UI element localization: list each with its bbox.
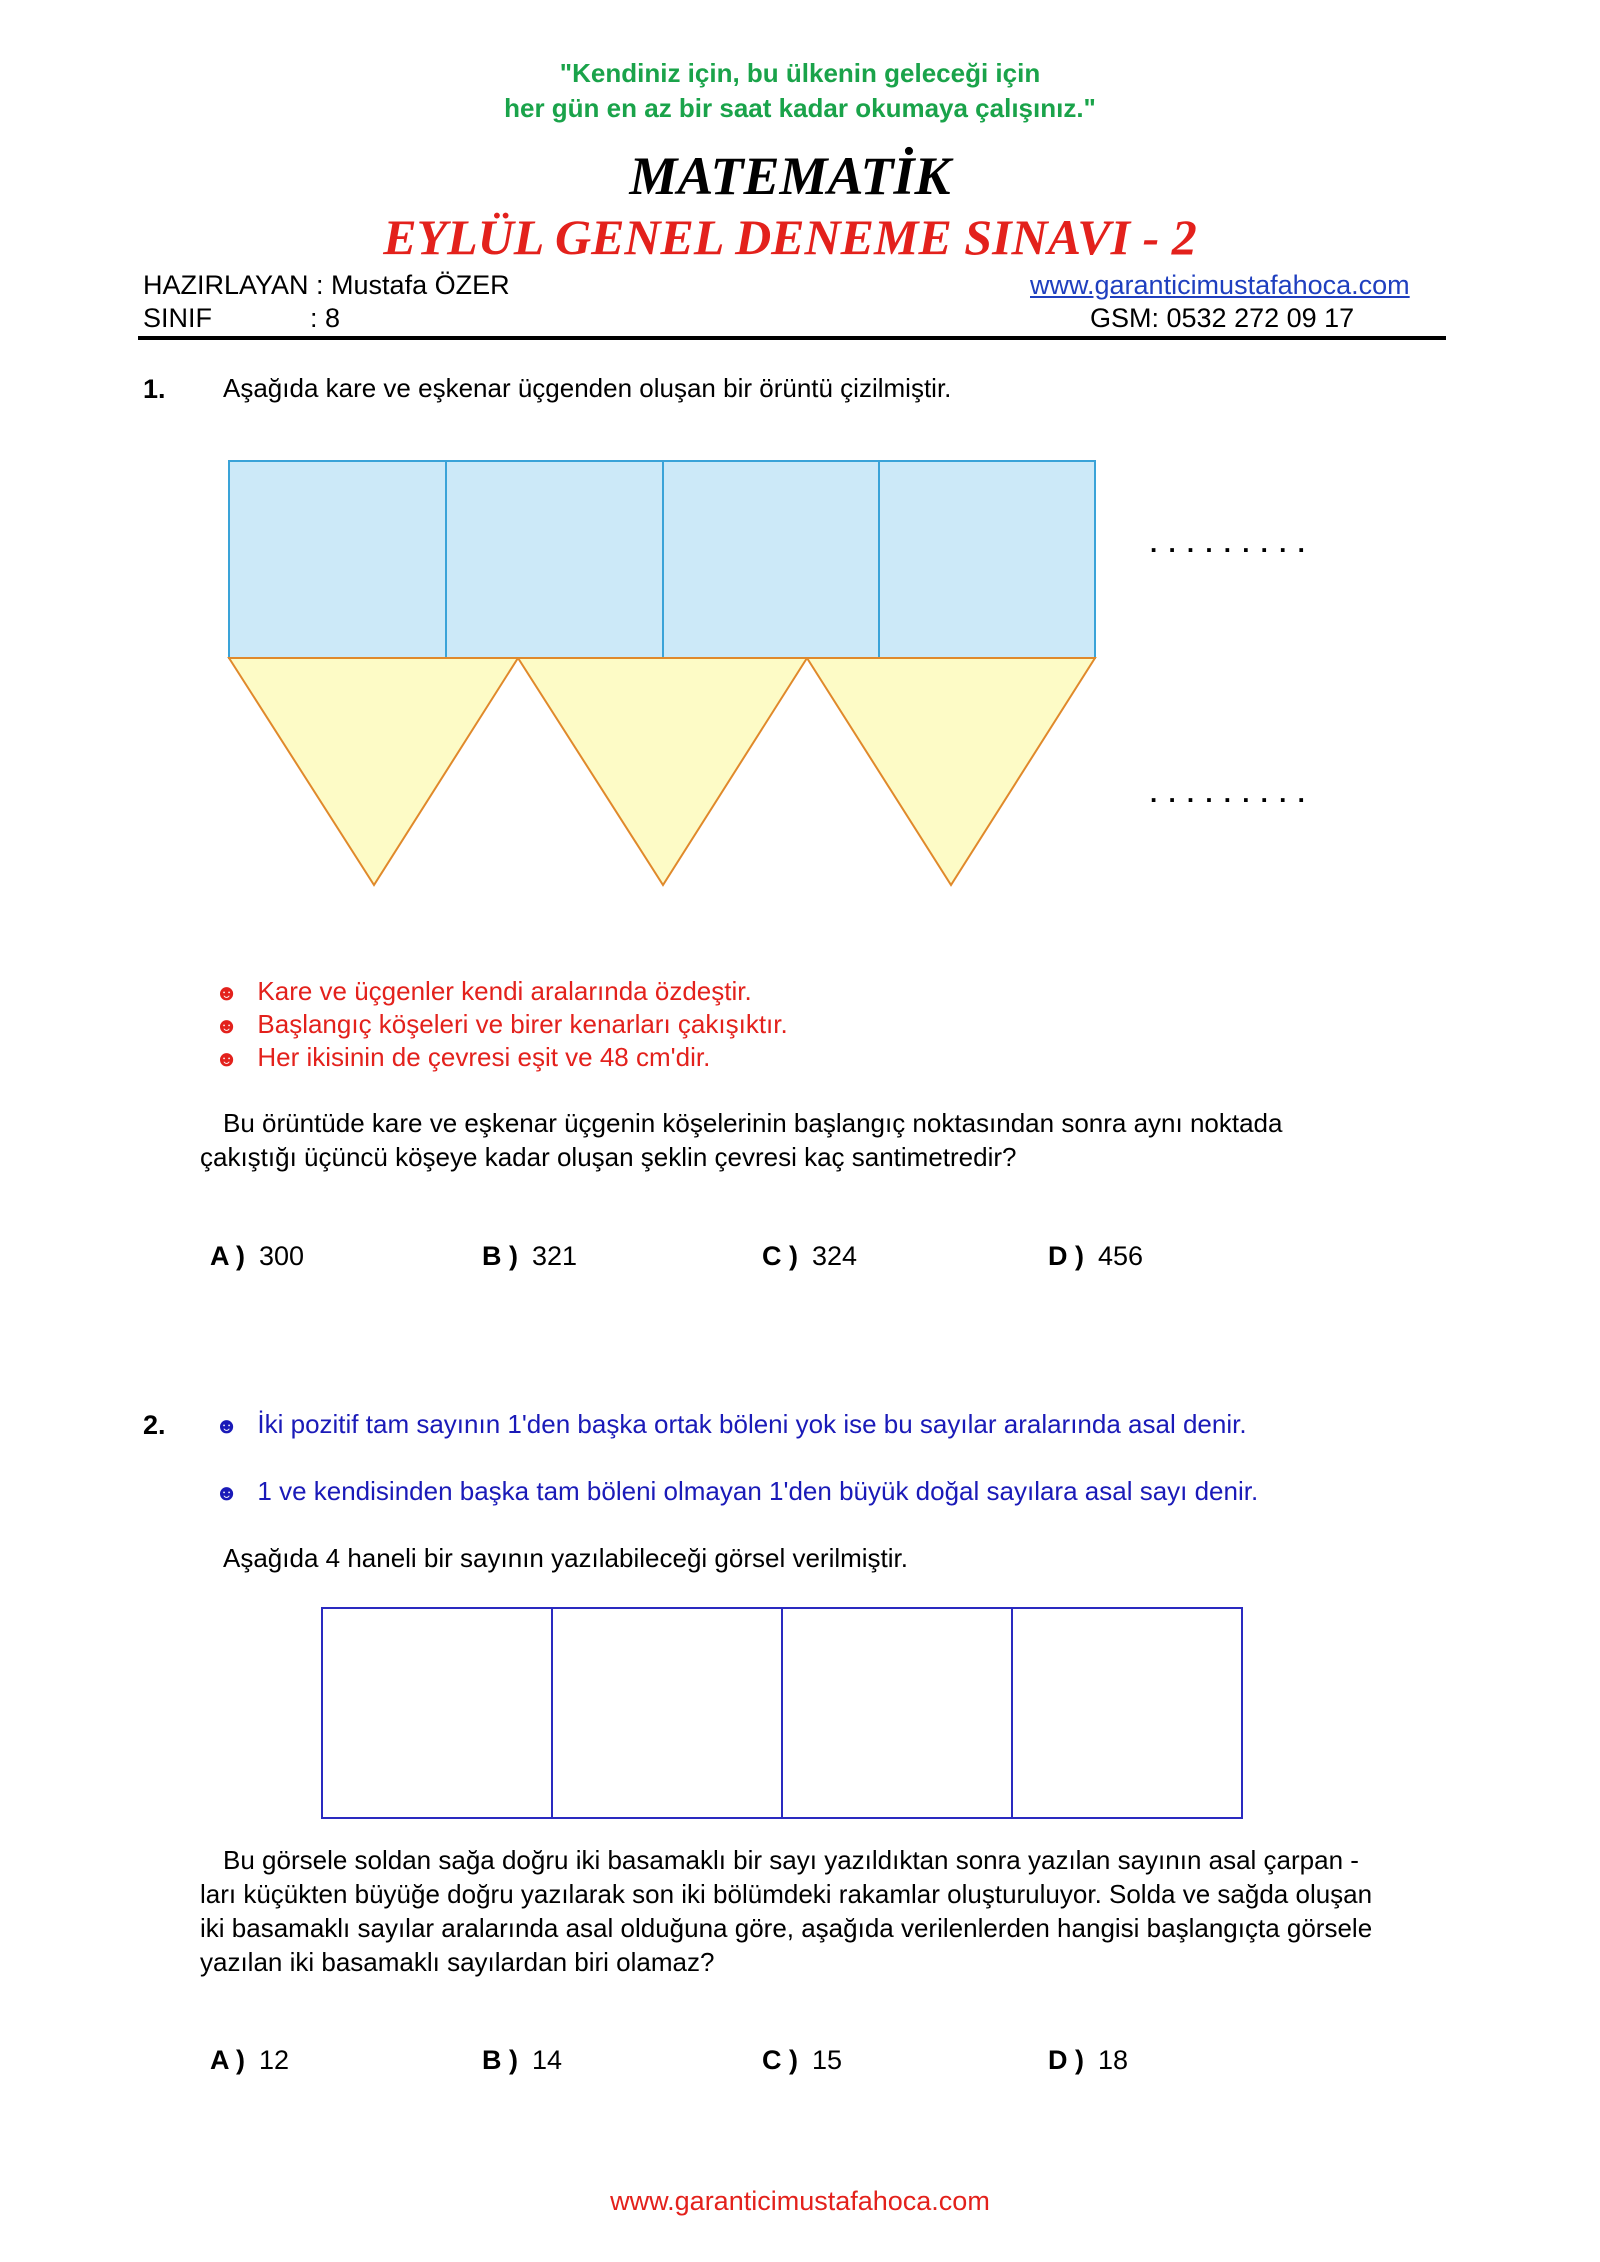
subject-title: MATEMATİK xyxy=(629,146,951,206)
smiley-icon: ☻ xyxy=(215,1046,239,1071)
q2-option-d[interactable] xyxy=(1048,2045,1128,2076)
motto-line-2: her gün en az bir saat kadar okumaya çalışınız." xyxy=(504,93,1096,123)
author-label: HAZIRLAYAN : Mustafa ÖZER xyxy=(143,270,510,300)
smiley-icon: ☻ xyxy=(215,1413,239,1438)
q2-question-line-2: ları küçükten büyüğe doğru yazılarak son iki bölümdeki rakamlar oluşturuluyor. Solda ve sağda oluşan xyxy=(200,1879,1373,1909)
digit-box-1 xyxy=(322,1608,552,1818)
triangle-2 xyxy=(518,658,807,885)
option-value: 321 xyxy=(532,1241,578,1271)
square-4 xyxy=(879,461,1095,658)
option-value: 18 xyxy=(1098,2045,1129,2075)
digit-box-3 xyxy=(782,1608,1012,1818)
q2-option-b[interactable] xyxy=(482,2045,562,2076)
q1-bullet-3 xyxy=(215,1040,710,1076)
q2-question-line-1: Bu görsele soldan sağa doğru iki basamaklı bir sayı yazıldıktan sonra yazılan sayının asal çarpan - xyxy=(223,1845,1359,1875)
continuation-dots-bottom: . . . . . . . . . xyxy=(1150,778,1307,808)
option-value: 12 xyxy=(259,2045,290,2075)
q2-bullet-1 xyxy=(215,1407,1247,1443)
motto-line-1: "Kendiniz için, bu ülkenin geleceği için xyxy=(559,58,1041,88)
q2-question-line-3: iki basamaklı sayılar aralarında asal olduğuna göre, aşağıda verilenlerden hangisi başlangıçta görsele xyxy=(200,1913,1373,1943)
q2-bullet-2-text: 1 ve kendisinden başka tam böleni olmayan 1'den büyük doğal sayılara asal sayı denir. xyxy=(257,1476,1259,1506)
q1-bullet-1 xyxy=(215,974,752,1010)
class-label: SINIF xyxy=(143,303,213,333)
option-letter: B ) xyxy=(482,1241,518,1271)
gsm-number: GSM: 0532 272 09 17 xyxy=(1090,303,1355,333)
q1-bullet-2 xyxy=(215,1007,788,1043)
option-letter: A ) xyxy=(210,2045,245,2075)
q2-bullet-1-text: İki pozitif tam sayının 1'den başka ortak böleni yok ise bu sayılar aralarında asal denir. xyxy=(257,1409,1247,1439)
q2-bullet-2 xyxy=(215,1474,1258,1510)
option-letter: C ) xyxy=(762,1241,798,1271)
option-letter: C ) xyxy=(762,2045,798,2075)
option-value: 300 xyxy=(259,1241,305,1271)
q2-option-a[interactable] xyxy=(210,2045,289,2076)
option-value: 324 xyxy=(812,1241,858,1271)
q1-option-d[interactable] xyxy=(1048,1241,1143,1272)
triangle-1 xyxy=(229,658,518,885)
website-link[interactable]: www.garanticimustafahoca.com xyxy=(1030,270,1410,300)
option-letter: D ) xyxy=(1048,2045,1084,2075)
q1-bullet-1-text: Kare ve üçgenler kendi aralarında özdeştir. xyxy=(257,976,752,1006)
question-2-number: 2. xyxy=(143,1410,166,1440)
class-value: : 8 xyxy=(310,303,341,333)
option-value: 14 xyxy=(532,2045,563,2075)
question-1-number: 1. xyxy=(143,374,166,404)
squares-row xyxy=(229,461,1095,658)
option-letter: D ) xyxy=(1048,1241,1084,1271)
option-value: 15 xyxy=(812,2045,843,2075)
smiley-icon: ☻ xyxy=(215,1013,239,1038)
continuation-dots-top: . . . . . . . . . xyxy=(1150,528,1307,558)
digit-box-4 xyxy=(1012,1608,1242,1818)
four-digit-boxes xyxy=(0,1590,1600,1830)
q1-question-line-2: çakıştığı üçüncü köşeye kadar oluşan şeklin çevresi kaç santimetredir? xyxy=(200,1142,1017,1172)
q1-option-a[interactable] xyxy=(210,1241,304,1272)
option-letter: A ) xyxy=(210,1241,245,1271)
triangles-row xyxy=(229,658,1095,885)
q1-bullet-2-text: Başlangıç köşeleri ve birer kenarları çakışıktır. xyxy=(257,1009,788,1039)
q2-option-c[interactable] xyxy=(762,2045,842,2076)
square-2 xyxy=(446,461,663,658)
smiley-icon: ☻ xyxy=(215,1480,239,1505)
square-3 xyxy=(663,461,879,658)
q2-intro: Aşağıda 4 haneli bir sayının yazılabileceği görsel verilmiştir. xyxy=(223,1543,909,1573)
q1-bullet-3-text: Her ikisinin de çevresi eşit ve 48 cm'dir. xyxy=(257,1042,711,1072)
square-1 xyxy=(229,461,446,658)
exam-title: EYLÜL GENEL DENEME SINAVI - 2 xyxy=(383,209,1197,265)
q1-question-line-1: Bu örüntüde kare ve eşkenar üçgenin köşelerinin başlangıç noktasından sonra aynı noktada xyxy=(223,1108,1283,1138)
digit-box-2 xyxy=(552,1608,782,1818)
q2-question-line-4: yazılan iki basamaklı sayılardan biri olamaz? xyxy=(200,1947,715,1977)
footer-website[interactable]: www.garanticimustafahoca.com xyxy=(610,2186,990,2216)
question-1-intro: Aşağıda kare ve eşkenar üçgenden oluşan bir örüntü çizilmiştir. xyxy=(223,373,952,403)
q1-option-c[interactable] xyxy=(762,1241,857,1272)
option-value: 456 xyxy=(1098,1241,1144,1271)
option-letter: B ) xyxy=(482,2045,518,2075)
smiley-icon: ☻ xyxy=(215,980,239,1005)
pattern-figure xyxy=(0,0,1600,900)
triangle-3 xyxy=(807,658,1095,885)
q1-option-b[interactable] xyxy=(482,1241,577,1272)
